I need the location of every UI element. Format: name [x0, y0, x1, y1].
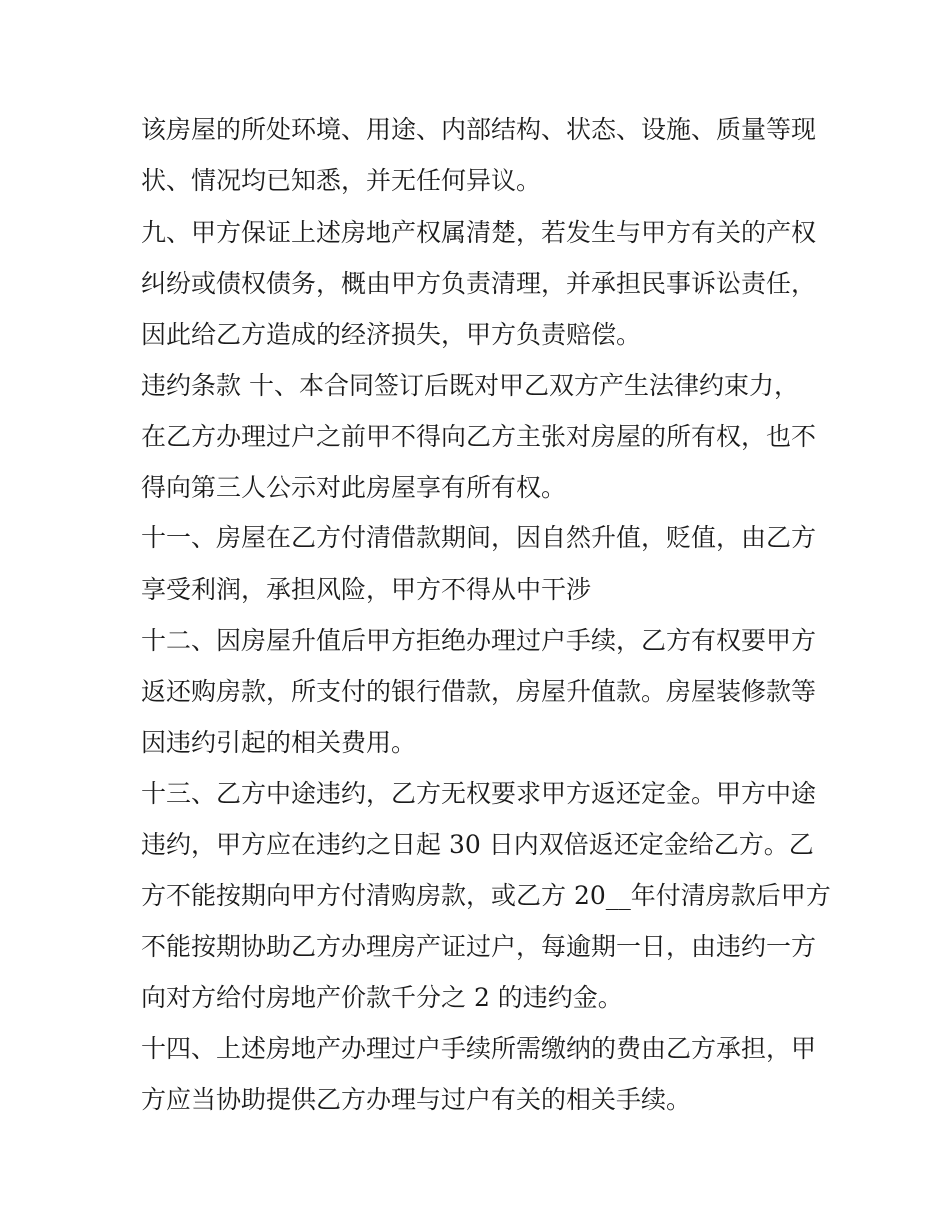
text-line: 违约条款 十、本合同签订后既对甲乙双方产生法律约束力， [141, 371, 799, 400]
text-line: 在乙方办理过户之前甲不得向乙方主张对房屋的所有权，也不 [141, 422, 817, 451]
text-line: 享受利润，承担风险，甲方不得从中干涉 [141, 575, 592, 604]
text-line: 不能按期协助乙方办理房产证过户，每逾期一日，由违约一方 [141, 932, 817, 961]
text-line: 违约，甲方应在违约之日起 30 日内双倍返还定金给乙方。乙 [141, 830, 814, 859]
text-line: 因此给乙方造成的经济损失，甲方负责赔偿。 [141, 320, 642, 349]
text-line: 返还购房款，所支付的银行借款，房屋升值款。房屋装修款等 [141, 677, 817, 706]
text-line: 方应当协助提供乙方办理与过户有关的相关手续。 [141, 1085, 692, 1114]
text-line: 方不能按期向甲方付清购房款，或乙方 20__年付清房款后甲方 [141, 881, 831, 910]
text-line: 向对方给付房地产价款千分之 2 的违约金。 [141, 983, 623, 1012]
text-line: 因违约引起的相关费用。 [141, 728, 417, 757]
text-line: 九、甲方保证上述房地产权属清楚，若发生与甲方有关的产权 [141, 218, 817, 247]
text-line: 十四、上述房地产办理过户手续所需缴纳的费由乙方承担，甲 [141, 1034, 817, 1063]
text-line: 十二、因房屋升值后甲方拒绝办理过户手续，乙方有权要甲方 [141, 626, 817, 655]
text-line: 纠纷或债权债务，概由甲方负责清理，并承担民事诉讼责任， [141, 269, 817, 298]
text-line: 十三、乙方中途违约，乙方无权要求甲方返还定金。甲方中途 [141, 779, 817, 808]
text-line: 十一、房屋在乙方付清借款期间，因自然升值，贬值，由乙方 [141, 523, 817, 552]
text-line: 该房屋的所处环境、用途、内部结构、状态、设施、质量等现 [141, 115, 817, 144]
text-line: 得向第三人公示对此房屋享有所有权。 [141, 473, 567, 502]
text-line: 状、情况均已知悉，并无任何异议。 [141, 166, 542, 195]
